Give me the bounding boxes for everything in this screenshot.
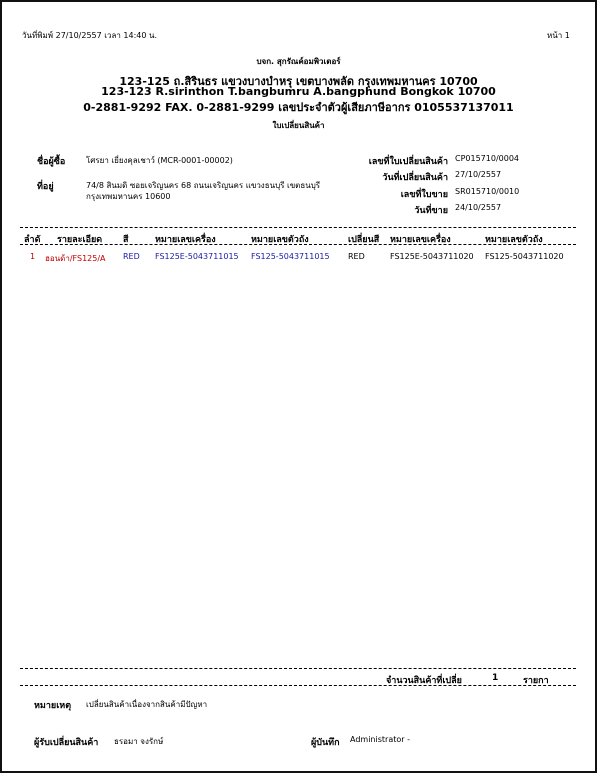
doc-info-value: SR015710/0010 <box>455 187 520 196</box>
address-line2: กรุงเทพมหานคร 10600 <box>86 192 171 201</box>
col-header-new-color: เปลี่ยนสี <box>348 235 380 245</box>
address-line1: 74/8 สินมดิ ซอยเจริญนคร 68 ถนนเจริญนคร แขวงธนบุรี เขตธนบุรี <box>86 181 321 190</box>
col-header-color: สี <box>123 235 129 245</box>
document-title: ใบเปลี่ยนสินค้า <box>272 121 325 130</box>
table-cell-detail: ฮอนด้า/FS125/A <box>45 254 106 263</box>
page-number: หน้า 1 <box>547 31 570 40</box>
doc-info-label: เลขที่ใบขาย <box>400 190 448 200</box>
company-contact: 0-2881-9292 FAX. 0-2881-9299 เลขประจำตัวผู้เสียภาษีอากร 0105537137011 <box>83 101 514 114</box>
table-cell-chassis: FS125-5043711015 <box>251 252 330 261</box>
company-name: บจก. สุกรัณค์อมพิวเตอร์ <box>256 57 341 66</box>
summary-top-divider <box>20 668 576 669</box>
doc-info-value: 27/10/2557 <box>455 170 502 179</box>
recorder-label: ผู้บันทึก <box>311 738 340 748</box>
col-header-chassis: หมายเลขตัวถัง <box>251 235 309 245</box>
table-top-divider <box>20 227 576 228</box>
col-header-new-engine: หมายเลขเครื่อง <box>390 235 451 245</box>
receiver-value: ธรอมา จงรักษ์ <box>114 737 164 746</box>
buyer-label: ชื่อผู้ซื้อ <box>37 157 66 167</box>
doc-info-label: เลขที่ใบเปลี่ยนสินค้า <box>368 157 448 167</box>
doc-info-label: วันที่เปลี่ยนสินค้า <box>382 173 448 183</box>
receiver-label: ผู้รับเปลี่ยนสินค้า <box>34 738 99 748</box>
table-cell-engine: FS125E-5043711015 <box>155 252 239 261</box>
doc-info-value: CP015710/0004 <box>455 154 520 163</box>
doc-info-label: วันที่ขาย <box>414 206 448 216</box>
col-header-new-chassis: หมายเลขตัวถัง <box>485 235 543 245</box>
table-cell-new-chassis: FS125-5043711020 <box>485 252 564 261</box>
summary-unit: รายกา <box>523 676 549 686</box>
buyer-value: โศรยา เยี่ยงคุลเชาว์ (MCR-0001-00002) <box>86 156 233 165</box>
summary-label: จำนวนสินค้าที่เปลี่ย <box>386 676 462 686</box>
company-address-en: 123-123 R.sirinthon T.bangbumru A.bangphund Bongkok 10700 <box>101 85 496 98</box>
table-header-divider <box>20 244 576 245</box>
col-header-seq: ลำดั <box>24 235 41 245</box>
doc-info-value: 24/10/2557 <box>455 203 502 212</box>
summary-count: 1 <box>492 673 499 683</box>
table-cell-seq: 1 <box>30 252 36 261</box>
table-cell-color: RED <box>123 252 140 261</box>
remarks-value: เปลี่ยนสินค้าเนื่องจากสินค้ามีปัญหา <box>86 700 208 709</box>
remarks-label: หมายเหตุ <box>34 701 72 711</box>
recorder-value: Administrator - <box>350 735 410 744</box>
table-cell-new-engine: FS125E-5043711020 <box>390 252 474 261</box>
printed-date: วันที่พิมพ์ 27/10/2557 เวลา 14:40 น. <box>22 31 158 40</box>
summary-bottom-divider <box>20 685 576 686</box>
table-cell-new-color: RED <box>348 252 365 261</box>
address-label: ที่อยู่ <box>37 182 54 192</box>
col-header-engine: หมายเลขเครื่อง <box>155 235 216 245</box>
company-address-th: 123-125 ถ.สิรินธร แขวงบางบำหรุ เขตบางพลัด กรุงเทพมหานคร 10700 <box>119 75 478 88</box>
col-header-detail: รายละเอียด <box>57 235 103 245</box>
